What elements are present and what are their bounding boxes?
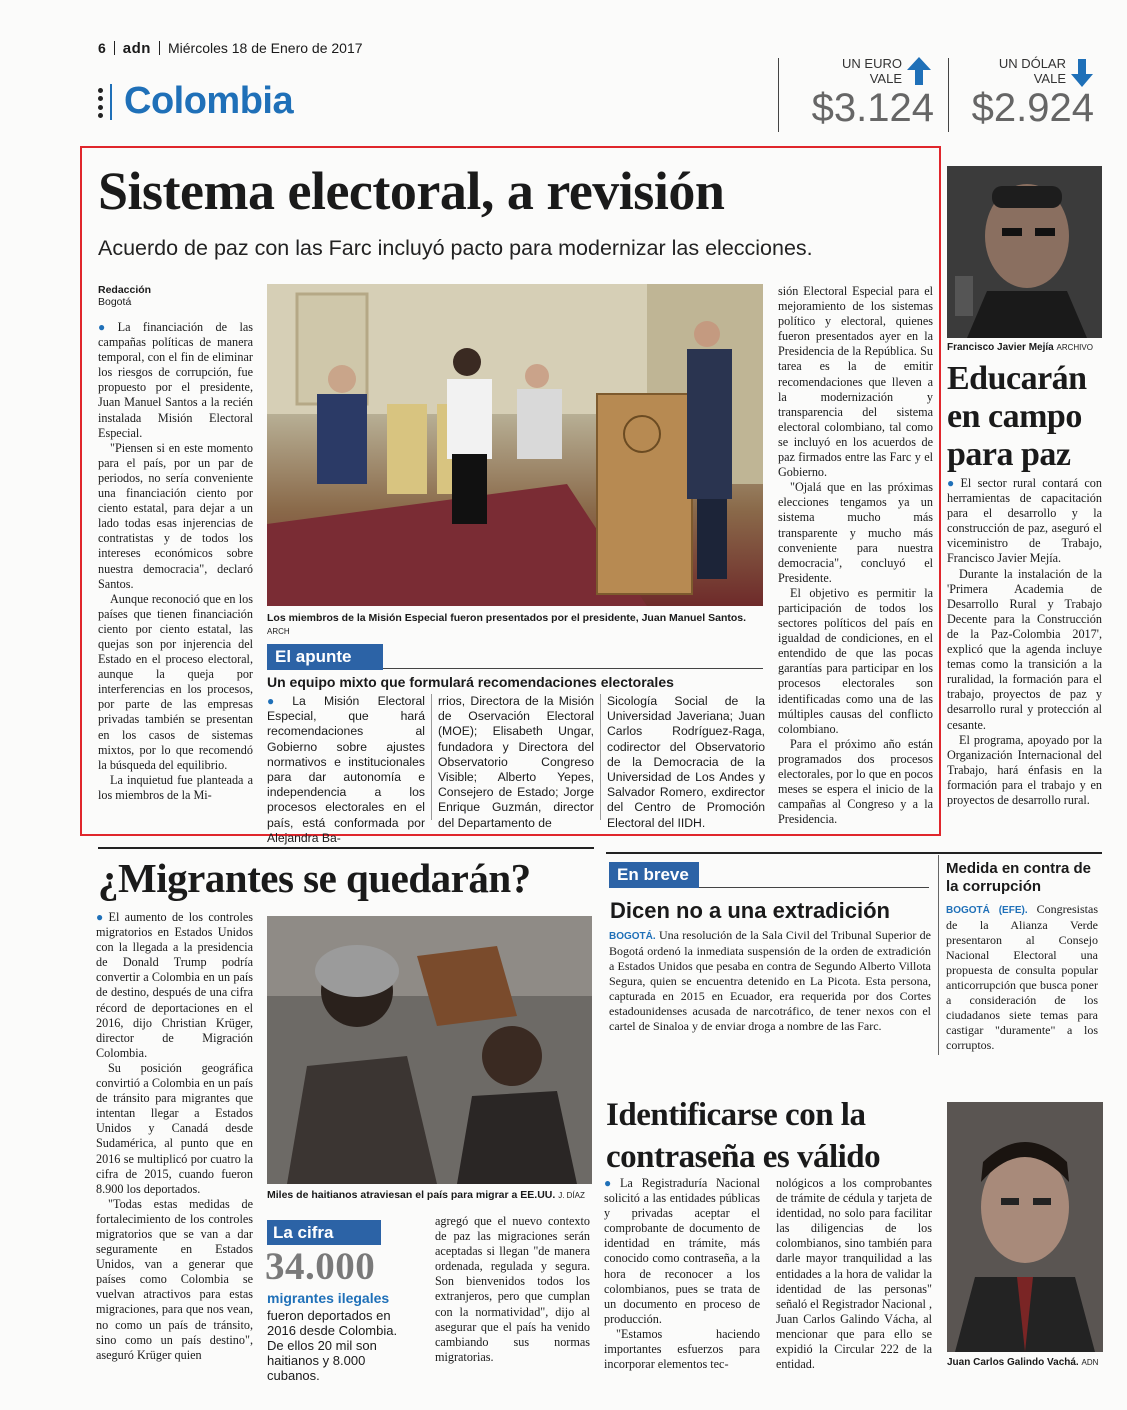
bullet-icon: ●	[96, 910, 106, 924]
section-rule-left	[98, 847, 594, 849]
section-title: Colombia	[124, 80, 294, 122]
arrow-up-icon	[906, 56, 932, 86]
issue-date: Miércoles 18 de Enero de 2017	[167, 40, 363, 56]
lead-headline: Sistema electoral, a revisión	[98, 161, 725, 221]
byline-dateline: Bogotá	[98, 296, 132, 308]
euro-label: UN EURO VALE	[842, 56, 902, 86]
bullet-icon: ●	[604, 1176, 617, 1190]
apunte-col-divider-2	[600, 694, 601, 820]
page-number: 6	[98, 40, 106, 56]
lead-column-3: sión Electoral Especial para el mejoramiento de los sistemas político y electoral, quienes fueron presentados ayer en la Presidencia de la República. Su tarea es la de emitir recomendaciones que lleven a la modernización y transparencia del sistema electoral colombiano, tal como se incluyó en los acuerdos de paz firmados entre las Farc y el Gobierno. "Ojalá que en las próximas elecciones tengamos ya un sistema mucho más transparente y mucho más conveniente para nuestra democracia", concluyó el Presidente. El objetivo es permitir la participación de todos los sectores políticos del país en igualdad de condiciones, en el entendido de que las pocas garantías para participar en los procesos electorales son identificadas como una de las múltiples causas del conflicto colombiano. Para el próximo año están programados dos procesos electorales, por lo que en pocos meses se espera el inicio de la campañas al Congreso y a la Presidencia.	[778, 284, 933, 827]
apunte-tag: El apunte	[267, 644, 383, 670]
id-column-2: nológicos a los comprobantes de trámite de cédula y tarjeta de identidad, no solo para facilitar las diligencias de los colombianos, sino también para darle mayor tranquilidad a las entidades a la hora de validar la identidad de las personas" señaló el Registrador Nacional , Juan Carlos Galindo Vácha, al mencionar que para ello se expidió la Circular 222 de la entidad.	[776, 1176, 933, 1372]
lead-photo	[267, 284, 763, 606]
byline-name: Redacción	[98, 284, 152, 296]
bullet-icon: ●	[947, 476, 958, 490]
apunte-col-1: ● La Misión Electoral Especial, que hará recomendaciones al Gobierno sobre ajustes normativos e institucionales para dar autonomía e independencia a los procesos electorales en el país, está conformada por Alejandra Ba-	[267, 694, 426, 845]
bullet-icon: ●	[267, 694, 290, 708]
photo-credit: ADN	[1081, 1358, 1099, 1367]
id-photo-illustration	[947, 1102, 1103, 1352]
cifra-text: fueron deportados en 2016 desde Colombia. De ellos 20 mil son haitianos y 8.000 cubanos.	[267, 1308, 398, 1383]
lead-column-1: ● La financiación de las campañas políticas de manera temporal, con el fin de eliminar los riesgos de corrupción, fue propuesto por el presidente, Juan Manuel Santos a la recién instalada Misión Electoral Especial. "Piensen si en este momento para el país, por un par de periodos, no sería conveniente una financiación ciento por ciento estatal, para dejar a un lado todas esas injerencias de contratistas y de todos los intereses económicos sobre nuestra democracia", declaró Santos. Aunque reconoció que en los países que tienen financiación ciento por ciento estatal, las quejas son por injerencia del Estado en el proceso electoral, aunque la queja por interferencias en los procesos, por parte de las empresas privadas también se presentan en los casos de sistemas mixtos, por lo que recomendó la búsqueda del equilibrio. La inquietud fue planteada a los miembros de la Mi-	[98, 320, 254, 802]
currency-divider-1	[778, 58, 779, 132]
corruption-divider	[938, 855, 939, 1055]
brief-tag: En breve	[609, 862, 699, 888]
lead-photo-caption: Los miembros de la Misión Especial fueron presentados por el presidente, Juan Manuel Santos. ARCH	[267, 612, 747, 636]
side-photo-illustration	[947, 166, 1102, 338]
corruption-headline: Medida en contra de la corrupción	[946, 860, 1092, 895]
brief-headline: Dicen no a una extradición	[610, 898, 890, 923]
apunte-title: Un equipo mixto que formulará recomendaciones electorales	[267, 674, 674, 690]
dollar-value: $2.924	[971, 86, 1094, 130]
header-divider	[114, 41, 115, 55]
apunte-rule	[383, 668, 763, 669]
side-body: ● El sector rural contará con herramientas de capacitación para el desarrollo y la construcción de paz, aseguró el viceministro de Trabajo, Francisco Javier Mejía. Durante la instalación de la 'Primera Academia de Desarrollo Rural y Trabajo Decente para la Construcción de la Paz-Colombia 2017', explicó que la agenda incluye temas como la transición a la ruralidad, la formación para el trabajo, proyectos de paz y desarrollo rural y protección al cesante. El programa, apoyado por la Organización Internacional del Trabajo, hará énfasis en la formación para el trabajo y en proyectos de desarrollo rural.	[947, 476, 1102, 807]
apunte-col-2: rrios, Directora de la Misión de Oservación Electoral (MOE); Elisabeth Ungar, fundadora y Directora del Observatorio Congreso Visible; Alberto Yepes, Consejero de Estado; Jorge Enrique Guzmán, director del Departamento de	[438, 694, 594, 830]
photo-credit: J. DÍAZ	[558, 1191, 585, 1200]
currency-divider-2	[948, 58, 949, 132]
cifra-tag: La cifra	[267, 1220, 381, 1245]
side-photo	[947, 166, 1102, 338]
side-headline: Educarán en campo para paz	[947, 360, 1087, 473]
id-column-1: ● La Registraduría Nacional solicitó a las entidades públicas y privadas aceptar el comprobante de documento de identidad en trámite, más conocido como contraseña, a la hora de reconocer a los colombianos, pues se trata de un documento en proceso de producción. "Estamos haciendo importantes esfuerzos para incorporar elementos tec-	[604, 1176, 760, 1372]
header-divider-2	[159, 41, 160, 55]
brand-logo: adn	[122, 39, 151, 57]
migrants-photo-illustration	[267, 916, 592, 1184]
brief-body: BOGOTÁ. Una resolución de la Sala Civil del Tribunal Superior de Bogotá ordenó la inmediata suspensión de la orden de extradición a Estados Unidos que pesaba en contra de Segundo Alberto Villota Segura, quien se encuentra detenido en La Picota. Esta persona, capturada en 2015 en Ecuador, era requerida por dos Cortes estadounidenses acusada de narcotráfico, de tener nexos con el cartel de Sinaloa y de enviar droga a nombre de las Farc.	[609, 928, 932, 1033]
cifra-label: migrantes ilegales	[267, 1290, 390, 1306]
bullet-icon: ●	[98, 320, 115, 334]
brief-rule	[699, 887, 929, 888]
migrants-photo	[267, 916, 592, 1184]
lead-subhead: Acuerdo de paz con las Farc incluyó pacto para modernizar las elecciones.	[98, 236, 813, 260]
corruption-dateline: BOGOTÁ (EFE).	[946, 905, 1028, 916]
apunte-col-divider-1	[431, 694, 432, 820]
brief-dateline: BOGOTÁ.	[609, 931, 656, 942]
id-photo-caption: Juan Carlos Galindo Vachá. ADN	[947, 1357, 1099, 1368]
migrants-headline: ¿Migrantes se quedarán?	[98, 855, 531, 901]
lead-photo-illustration	[267, 284, 763, 606]
migrants-column-1: ● El aumento de los controles migratorios en Estados Unidos con la llegada a la presidencia de Donald Trump podría convertir a Colombia en un país de destino, después de una cifra récord de deportaciones en el 2016, dijo Christian Krüger, director de Migración Colombia. Su posición geográfica convirtió a Colombia en un país de tránsito para migrantes que intentan llegar a Estados Unidos y Canadá desde Sudamérica, al punto que en 2016 se multiplicó por cuatro la cifra de 2015, cuando fueron 8.900 los deportados. "Todas estas medidas de fortalecimiento de los controles migratorios que se van a dar seguramente en Estados Unidos, van a generar que países como Colombia se vuelvan atractivos para estas migraciones, para que nos vean, no como un país de tránsito, sino como un país destino", aseguró Krüger quien	[96, 910, 254, 1362]
section-bar	[110, 84, 112, 120]
id-headline: Identificarse con la contraseña es válido	[606, 1097, 881, 1175]
arrow-down-icon	[1070, 58, 1094, 88]
side-photo-caption: Francisco Javier Mejía ARCHIVO	[947, 342, 1093, 353]
photo-credit: ARCH	[267, 627, 290, 636]
dollar-label: UN DÓLAR VALE	[998, 56, 1066, 86]
page-header	[98, 38, 518, 58]
corruption-body: BOGOTÁ (EFE). Congresistas de la Alianza Verde presentaron al Consejo Nacional Electoral una propuesta de consulta popular anticorrupción que busca poner a consideración de los ciudadanos siete temas para castigar "duramente" a los corruptos.	[946, 902, 1098, 1052]
lead-byline	[98, 284, 248, 308]
photo-credit: ARCHIVO	[1056, 343, 1093, 352]
migrants-column-3: agregó que el nuevo contexto de paz las migraciones serán aceptadas si llegan "de manera ordenada, regulada y segura. Son bienvenidos todos los extranjeros, pero que cumplan con la normatividad", dijo al asegurar que el país ha venido cambiando sus normas migratorias.	[435, 1214, 590, 1364]
id-photo	[947, 1102, 1103, 1352]
migrants-photo-caption: Miles de haitianos atraviesan el país para migrar a EE.UU. J. DÍAZ	[267, 1189, 585, 1201]
section-rule-right	[606, 852, 1102, 854]
section-dots	[98, 88, 104, 118]
apunte-col-3: Sicología Social de la Universidad Javeriana; Juan Carlos Rodríguez-Raga, codirector del Observatorio de la Democracia de la Universidad de Los Andes y Salvador Romero, exdirector del Centro de Promoción Electoral del IIDH.	[607, 694, 765, 830]
euro-value: $3.124	[811, 86, 934, 130]
cifra-number: 34.000	[265, 1245, 376, 1288]
